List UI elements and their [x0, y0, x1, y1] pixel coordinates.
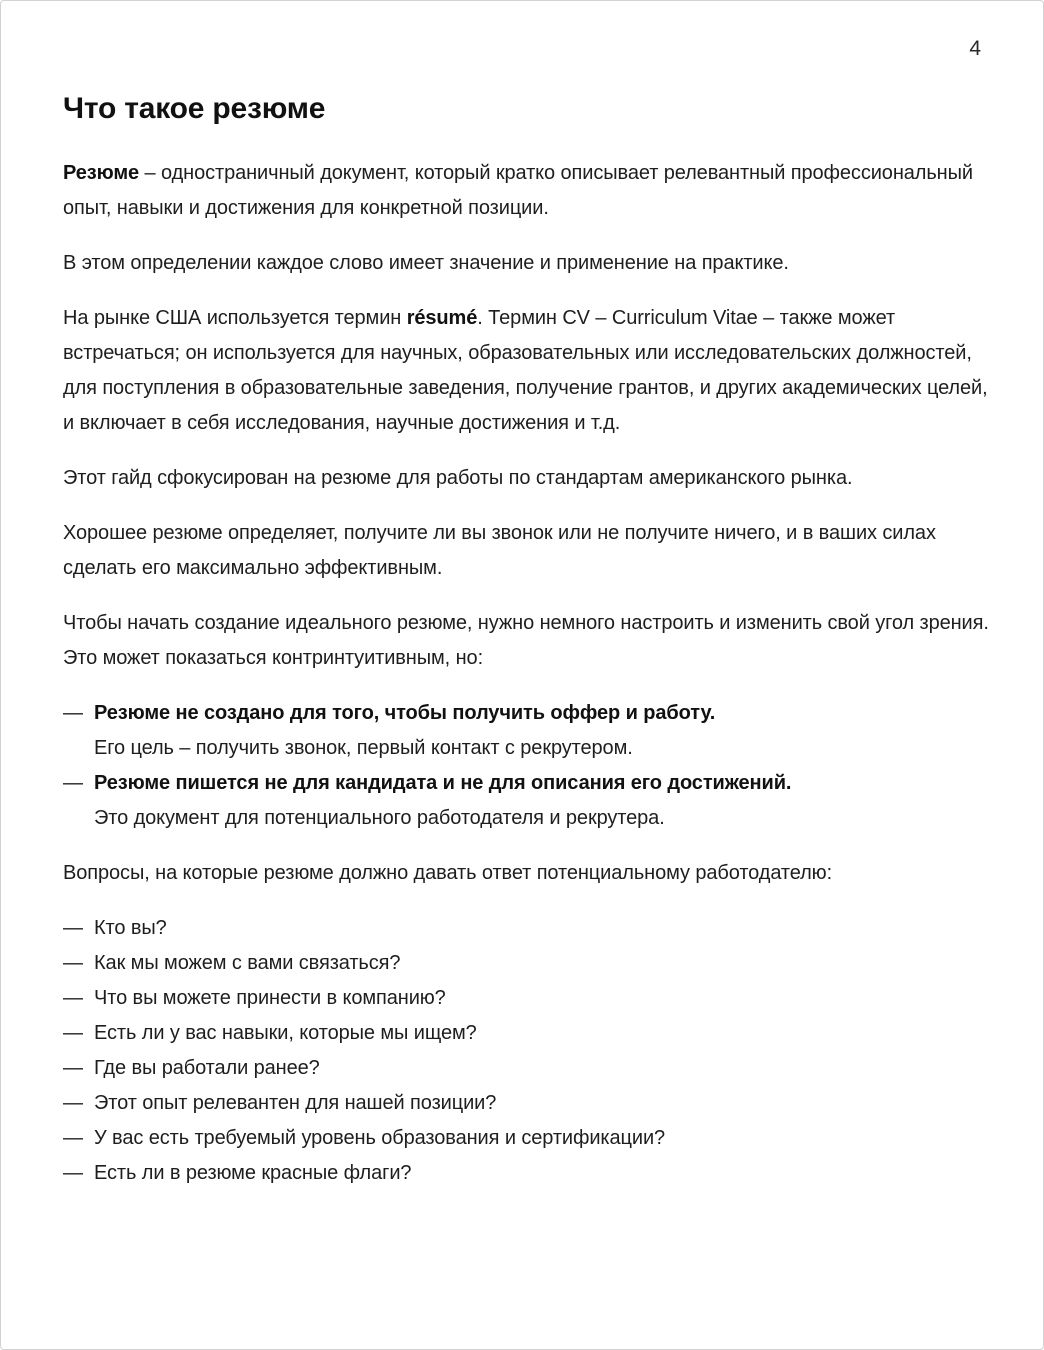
dash-bullet: —: [63, 1092, 83, 1114]
list-item: [63, 696, 993, 766]
dash-bullet: —: [63, 917, 83, 939]
goals-list: [63, 696, 993, 836]
definition-term: Резюме: [63, 162, 140, 184]
paragraph-good-resume: Хорошее резюме определяет, получите ли вы звонок или не получите ничего, и в ваших силах сделать его максимально эффективным.: [63, 522, 936, 579]
list-item: [63, 1016, 993, 1051]
list-item: [63, 946, 993, 981]
dash-bullet: —: [63, 952, 83, 974]
dash-bullet: —: [63, 1057, 83, 1079]
definition-text: – одностраничный документ, который кратко описывает релевантный профессиональный опыт, навыки и достижения для конкретной позиции.: [63, 162, 973, 219]
question-text: Как мы можем с вами связаться?: [94, 952, 401, 974]
list-item: [63, 981, 993, 1016]
page-number: 4: [969, 37, 981, 60]
goal-text: Его цель – получить звонок, первый контакт с рекрутером.: [94, 737, 633, 759]
paragraph-perspective: Чтобы начать создание идеального резюме, нужно немного настроить и изменить свой угол зрения. Это может показаться контринтуитивным, но:: [63, 612, 989, 669]
paragraph-resume-term: [63, 301, 993, 441]
dash-bullet: —: [63, 987, 83, 1009]
resume-term-before: На рынке США используется термин: [63, 307, 407, 329]
paragraph-guide-focus: Этот гайд сфокусирован на резюме для работы по стандартам американского рынка.: [63, 467, 853, 489]
questions-intro: Вопросы, на которые резюме должно давать ответ потенциальному работодателю:: [63, 862, 833, 884]
question-text: Кто вы?: [94, 917, 167, 939]
dash-bullet: —: [63, 702, 83, 724]
list-item: [63, 1121, 993, 1156]
list-item: [63, 1156, 993, 1191]
page-title: Что такое резюме: [63, 92, 326, 125]
question-text: Что вы можете принести в компанию?: [94, 987, 446, 1009]
question-text: Этот опыт релевантен для нашей позиции?: [94, 1092, 497, 1114]
page-content: [63, 89, 993, 1191]
list-item: [63, 766, 993, 836]
question-text: Есть ли в резюме красные флаги?: [94, 1162, 412, 1184]
dash-bullet: —: [63, 772, 83, 794]
question-text: У вас есть требуемый уровень образования и сертификации?: [94, 1127, 666, 1149]
list-item: [63, 1086, 993, 1121]
list-item: [63, 1051, 993, 1086]
paragraph-meaning: В этом определении каждое слово имеет значение и применение на практике.: [63, 252, 789, 274]
resume-term-after: . Термин CV – Curriculum Vitae – также может встречаться; он используется для научных, образовательных или исследовательских должностей, для поступления в образовательные заведения, получение грантов, и других академических целей, и включает в себя исследования, научные достижения и т.д.: [63, 307, 988, 434]
resume-term: résumé: [406, 307, 478, 329]
goal-bold: Резюме пишется не для кандидата и не для описания его достижений.: [94, 772, 792, 794]
dash-bullet: —: [63, 1022, 83, 1044]
questions-list: [63, 911, 993, 1191]
list-item: [63, 911, 993, 946]
question-text: Где вы работали ранее?: [94, 1057, 320, 1079]
definition-paragraph: [63, 156, 993, 226]
goal-bold: Резюме не создано для того, чтобы получить оффер и работу.: [94, 702, 716, 724]
goal-text: Это документ для потенциального работодателя и рекрутера.: [94, 807, 665, 829]
dash-bullet: —: [63, 1127, 83, 1149]
dash-bullet: —: [63, 1162, 83, 1184]
question-text: Есть ли у вас навыки, которые мы ищем?: [94, 1022, 477, 1044]
